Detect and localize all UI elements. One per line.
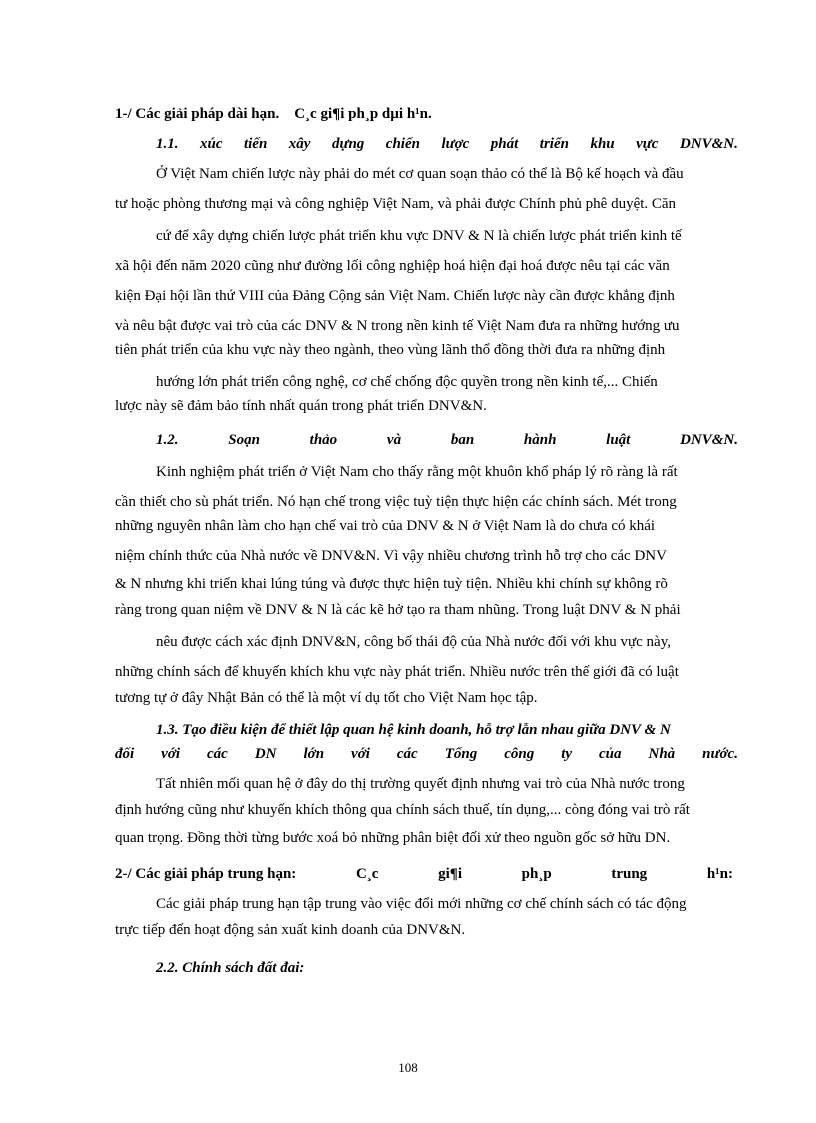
paragraph-line: những chính sách để khuyến khích khu vực này phát triển. Nhiều nước trên thế giới đã có luật	[115, 664, 679, 680]
paragraph-line: trực tiếp đến hoạt động sản xuất kinh doanh của DNV&N.	[115, 922, 466, 938]
paragraph-line: lược này sẽ đảm bảo tính nhất quán trong phát triển DNV&N.	[115, 398, 487, 414]
section-1-1-title: 1.1. xúc tiến xây dựng chiến lược phát triển khu vực DNV&N.	[156, 136, 738, 152]
page-number: 108	[398, 1060, 418, 1075]
paragraph-line: Tất nhiên mối quan hệ ở đây do thị trường quyết định nhưng vai trò của Nhà nước trong	[156, 776, 685, 792]
paragraph-line: & N nhưng khi triển khai lúng túng và được thực hiện tuỳ tiện. Nhiều khi chính sự không rõ	[115, 576, 668, 592]
paragraph-line: cứ để xây dựng chiến lược phát triển khu vực DNV & N là chiến lược phát triển kinh tế	[156, 228, 682, 244]
paragraph-line: hướng lớn phát triển công nghệ, cơ chế chống độc quyền trong nền kinh tế,... Chiến	[156, 374, 658, 390]
section-1-3-title-continued: đối với các DN lớn với các Tổng công ty của Nhà nước.	[115, 746, 738, 762]
section-2-2-title: 2.2. Chính sách đất đai:	[156, 960, 305, 976]
paragraph-line: và nêu bật được vai trò của các DNV & N trong nền kinh tế Việt Nam đưa ra những hướng ưu	[115, 318, 680, 334]
paragraph-line: nêu được cách xác định DNV&N, công bố thái độ của Nhà nước đối với khu vực này,	[156, 634, 671, 650]
paragraph-line: quan trọng. Đồng thời từng bước xoá bỏ những phân biệt đối xử theo nguồn gốc sở hữu DN.	[115, 830, 671, 846]
paragraph-line: tư hoặc phòng thương mại và công nghiệp Việt Nam, và phải được Chính phủ phê duyệt. Căn	[115, 196, 677, 212]
paragraph-line: Các giải pháp trung hạn tập trung vào việc đổi mới những cơ chế chính sách có tác động	[156, 896, 687, 912]
section-1-3-title: 1.3. Tạo điều kiện để thiết lập quan hệ kinh doanh, hỗ trợ lẫn nhau giữa DNV & N	[156, 722, 671, 738]
paragraph-line: kiện Đại hội lần thứ VIII của Đảng Cộng sản Việt Nam. Chiến lược này cần được khẳng định	[115, 288, 675, 304]
paragraph-line: Ở Việt Nam chiến lược này phải do mét cơ quan soạn thảo có thể là Bộ kế hoạch và đầu	[156, 166, 684, 182]
section-1-heading: 1-/ Các giải pháp dài hạn. C¸c gi¶i ph¸p dµi h¹n.	[115, 106, 432, 122]
paragraph-line: ràng trong quan niệm về DNV & N là các kẽ hở tạo ra tham nhũng. Trong luật DNV & N phải	[115, 602, 681, 618]
paragraph-line: định hướng cũng như khuyến khích thông qua chính sách thuế, tín dụng,... còng đóng vai trò rất	[115, 802, 690, 818]
paragraph-line: những nguyên nhân làm cho hạn chế vai trò của DNV & N ở Việt Nam là do chưa có khái	[115, 518, 656, 534]
paragraph-line: cần thiết cho sù phát triển. Nó hạn chế trong việc tuỳ tiện thực hiện các chính sách. Mét trong	[115, 494, 677, 510]
paragraph-line: niệm chính thức của Nhà nước về DNV&N. Vì vậy nhiều chương trình hỗ trợ cho các DNV	[115, 548, 667, 564]
paragraph-line: tương tự ở đây Nhật Bản có thể là một ví dụ tốt cho Việt Nam học tập.	[115, 690, 538, 706]
section-2-heading: 2-/ Các giải pháp trung hạn: C¸c gi¶i ph¸p trung h¹n:	[115, 866, 733, 882]
paragraph-line: xã hội đến năm 2020 cũng như đường lối công nghiệp hoá hiện đại hoá được nêu tại các văn	[115, 258, 670, 274]
paragraph-line: Kinh nghiệm phát triển ở Việt Nam cho thấy rằng một khuôn khổ pháp lý rõ ràng là rất	[156, 464, 678, 480]
paragraph-line: tiên phát triển của khu vực này theo ngành, theo vùng lãnh thổ đồng thời đưa ra những định	[115, 342, 666, 358]
section-1-2-title: 1.2. Soạn thảo và ban hành luật DNV&N.	[156, 432, 738, 448]
